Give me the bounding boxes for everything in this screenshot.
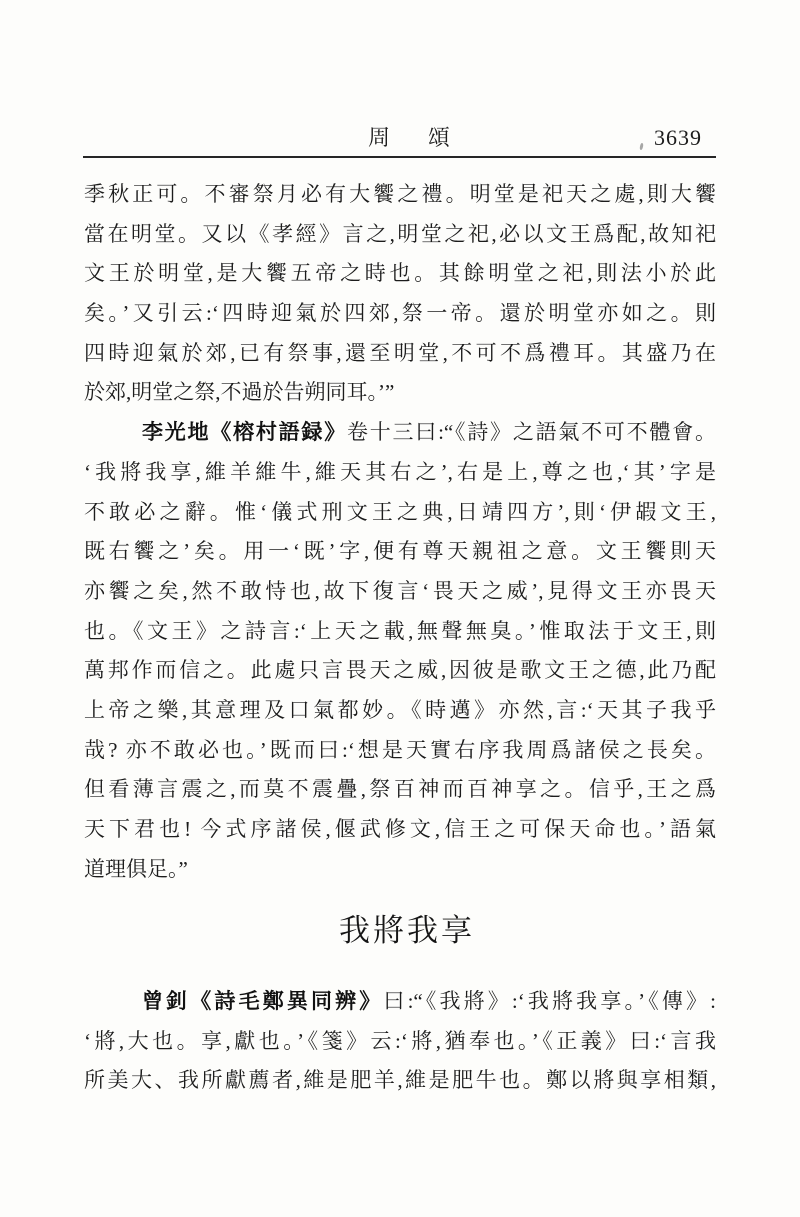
text-line: 季秋正可。不審祭月必有大饗之禮。明堂是祀天之處,則大饗 (84, 182, 716, 206)
text-line: 文王於明堂,是大饗五帝之時也。其餘明堂之祀,則法小於此 (84, 261, 716, 286)
running-title-char: 周 (367, 125, 390, 150)
text-line: 於郊,明堂之祭,不過於告朔同耳。’” (84, 380, 395, 405)
text-line: ‘將,大也。享,獻也。’《箋》云:‘將,猶奉也。’《正義》曰:‘言我 (84, 1028, 716, 1053)
text-line: 亦饗之矣,然不敢恃也,故下復言‘畏天之威’,見得文王亦畏天 (84, 578, 716, 603)
text-line: 哉? 亦不敢必也。’既而曰:‘想是天實右序我周爲諸侯之長矣。 (84, 737, 716, 762)
text-line: 萬邦作而信之。此處只言畏天之威,因彼是歌文王之德,此乃配 (84, 658, 716, 683)
text-line: 不敢必之辭。惟‘儀式刑文王之典,日靖四方’,則‘伊嘏文王, (84, 499, 716, 524)
page-number: 3639 (654, 125, 702, 150)
lead-text: 曰:“《我將》:‘我將我享。’《傳》: (383, 989, 716, 1013)
bottom-text-block (84, 982, 716, 1101)
text-line: 上帝之樂,其意理及口氣都妙。《時邁》亦然,言:‘天其子我乎 (84, 697, 716, 722)
text-line: 但看薄言震之,而莫不震疊,祭百神而百神享之。信乎,王之爲 (84, 777, 716, 802)
text-line: 矣。’又引云:‘四時迎氣於四郊,祭一帝。還於明堂亦如之。則 (84, 301, 716, 326)
paragraph-lead-line (84, 982, 716, 1022)
text-line: 既右饗之’矣。用一‘既’字,便有尊天親祖之意。文王饗則天 (84, 539, 716, 564)
author-and-work-bold: 曾釗《詩毛鄭異同辨》 (142, 989, 384, 1013)
running-title-char: 頌 (428, 125, 451, 150)
text-line: 道理俱足。” (84, 856, 188, 881)
text-line: 天下君也! 今式序諸侯,偃武修文,信王之可保天命也。’語氣 (84, 817, 716, 841)
header-rule (83, 156, 716, 158)
paragraph-lead-line (84, 413, 716, 453)
lead-text: 卷十三曰:“《詩》之語氣不可不體會。 (346, 420, 716, 445)
author-and-work-bold: 李光地《榕村語録》 (142, 420, 347, 445)
running-title (84, 124, 716, 152)
text-line: 當在明堂。又以《孝經》言之,明堂之祀,必以文王爲配,故知祀 (84, 221, 716, 246)
text-line: 所美大、我所獻薦者,維是肥羊,維是肥牛也。鄭以將與享相類, (84, 1068, 716, 1093)
main-text-block (84, 175, 716, 889)
section-title: 我將我享 (339, 913, 475, 948)
text-line: ‘我將我享,維羊維牛,維天其右之’,右是上,尊之也,‘其’字是 (84, 459, 716, 484)
page-header (84, 124, 716, 152)
text-line: 四時迎氣於郊,已有祭事,還至明堂,不可不爲禮耳。其盛乃在 (84, 340, 716, 365)
text-line: 也。《文王》之詩言:‘上天之載,無聲無臭。’惟取法于文王,則 (84, 618, 716, 643)
